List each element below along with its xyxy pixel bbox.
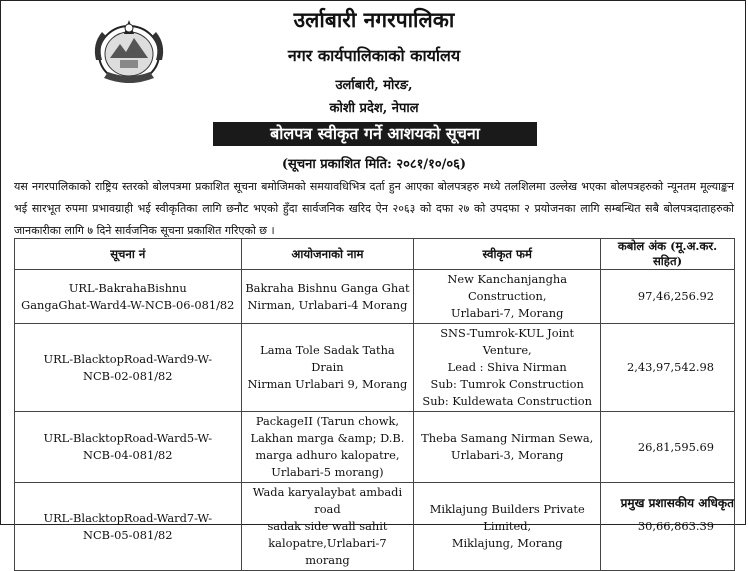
cell-notice-no-line: NCB-02-081/82	[83, 368, 173, 383]
header-bid-amount: कबोल अंक (मू.अ.कर. सहित)	[601, 239, 735, 270]
header-notice-no: सूचना नं	[15, 239, 242, 270]
cell-project-name-line: Lama Tole Sadak Tatha Drain	[260, 343, 395, 374]
table-header-row	[15, 239, 735, 270]
awarded-bids-table	[14, 238, 735, 571]
cell-project-name-line: Bakraha Bishnu Ganga Ghat	[245, 280, 410, 295]
signature-title: प्रमुख प्रशासकीय अधिकृत	[620, 496, 734, 510]
cell-notice-no	[15, 270, 242, 324]
cell-project-name-line: marga adhuro kalopatre,	[255, 448, 400, 462]
cell-approved-firm-line: SNS-Tumrok-KUL Joint Venture,	[440, 326, 575, 357]
notice-body: यस नगरपालिकाको राष्ट्रिय स्तरको बोलपत्रमा प्रकाशित सूचना बमोजिमको समयावधिभित्र दर्ता हुन आएका बोलपत्रहरु मध्ये तलशिलमा उल्लेख भएका बोलपत्रहरुको न्यूनतम मूल्याङ्कन भई सारभूत रुपमा प्रभावग्राही भई स्वीकृतिका लागि छनौट भएको हुँदा सार्वजनिक खरिद ऐन २०६३ को दफा २७ को उपदफा २ प्रयोजनका लागि सम्बन्धित सबै बोलपत्रदाताहरुको जानकारीका लागि ७ दिने सार्वजनिक सूचना प्रकाशित गरिएको छ ।	[14, 180, 734, 237]
cell-project-name-line: sadak side wall sahit	[267, 519, 388, 533]
cell-project-name-line: Nirman, Urlabari-4 Morang	[247, 297, 408, 312]
cell-notice-no-line: NCB-04-081/82	[83, 448, 173, 462]
table-row	[15, 270, 735, 324]
cell-approved-firm-line: Miklajung, Morang	[451, 536, 563, 550]
cell-notice-no-line: NCB-05-081/82	[83, 527, 173, 542]
table-row	[15, 412, 735, 483]
cell-project-name-line: Urlabari-5 morang)	[271, 465, 384, 479]
cell-approved-firm-line: Theba Samang Nirman Sewa,	[421, 431, 594, 445]
office-address: उर्लाबारी, मोरङ,	[335, 78, 413, 93]
cell-approved-firm-line: Miklajung Builders Private Limited,	[429, 502, 585, 533]
cell-notice-no-line: URL-BakrahaBishnu	[68, 280, 187, 295]
cell-notice-no	[15, 412, 242, 483]
cell-project-name-line: Wada karyalaybat ambadi road	[252, 485, 403, 516]
municipality-name: उर्लाबारी नगरपालिका	[293, 7, 455, 32]
cell-notice-no-line: URL-BlacktopRoad-Ward7-W-	[43, 510, 213, 525]
office-province: कोशी प्रदेश, नेपाल	[329, 101, 419, 116]
cell-notice-no-line: URL-BlacktopRoad-Ward5-W-	[43, 431, 213, 445]
cell-approved-firm-line: Lead : Shiva Nirman	[447, 360, 567, 374]
cell-project-name	[241, 324, 414, 412]
cell-approved-firm-line: Urlabari-3, Morang	[451, 448, 564, 462]
cell-approved-firm	[414, 324, 601, 412]
cell-approved-firm-line: Urlabari-7, Morang	[451, 306, 564, 320]
table-row	[15, 324, 735, 412]
cell-approved-firm-line: Sub: Kuldewata Construction	[422, 394, 592, 408]
cell-project-name-line: Nirman Urlabari 9, Morang	[247, 377, 408, 391]
published-date: (सूचना प्रकाशित मिति: २०८१/१०/०६)	[281, 157, 467, 172]
cell-notice-no-line: GangaGhat-Ward4-W-NCB-06-081/82	[21, 297, 235, 312]
cell-project-name-line: kalopatre,Urlabari-7 morang	[268, 536, 387, 567]
notice-title: बोलपत्र स्वीकृत गर्ने आशयको सूचना	[213, 122, 537, 146]
cell-project-name	[241, 270, 414, 324]
cell-approved-firm-line: New Kanchanjangha Construction,	[447, 272, 568, 303]
cell-approved-firm	[414, 270, 601, 324]
cell-approved-firm-line: Sub: Tumrok Construction	[430, 377, 584, 391]
cell-notice-no	[15, 324, 242, 412]
cell-approved-firm	[414, 412, 601, 483]
cell-project-name-line: PackageII (Tarun chowk,	[255, 414, 400, 428]
cell-project-name	[241, 412, 414, 483]
cell-bid-amount: 97,46,256.92	[601, 270, 735, 324]
header-approved-firm: स्वीकृत फर्म	[414, 239, 601, 270]
cell-bid-amount: 2,43,97,542.98	[601, 324, 735, 412]
cell-bid-amount: 26,81,595.69	[601, 412, 735, 483]
cell-notice-no-line: URL-BlacktopRoad-Ward9-W-	[43, 351, 213, 366]
cell-project-name-line: Lakhan marga &amp; D.B.	[250, 431, 405, 445]
header-project-name: आयोजनाको नाम	[241, 239, 414, 270]
office-name: नगर कार्यपालिकाको कार्यालय	[287, 46, 461, 65]
cell-bid-amount: 30,66,863.39	[601, 483, 735, 571]
